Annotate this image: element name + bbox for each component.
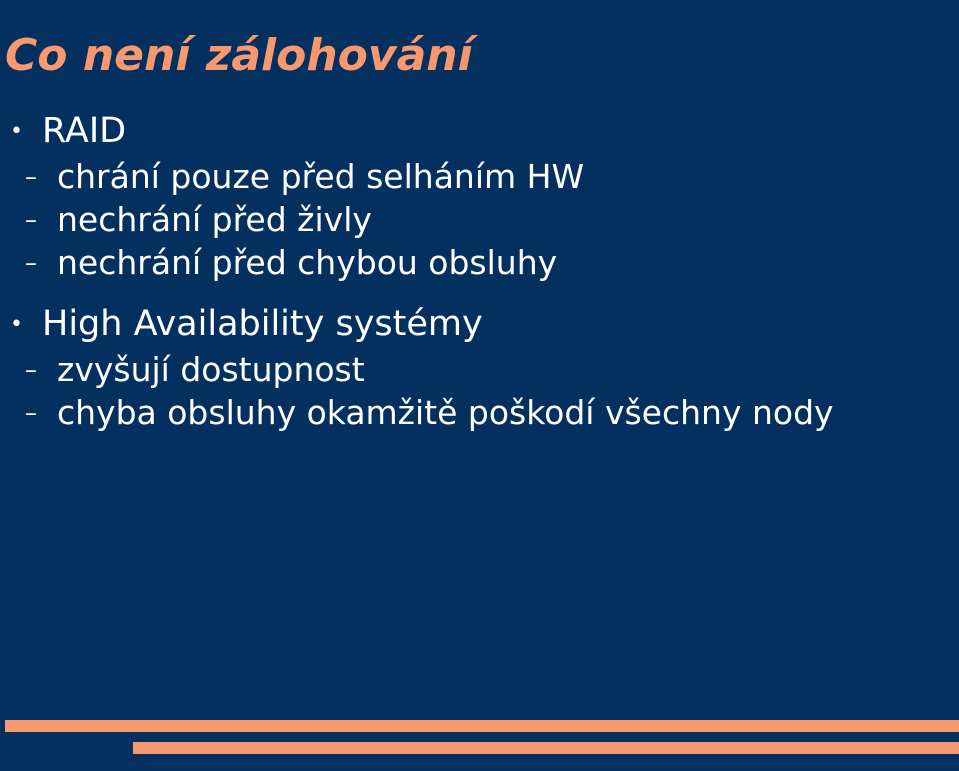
sub-bullet-label: chrání pouze před selháním HW bbox=[57, 157, 585, 196]
dash-icon: – bbox=[25, 399, 37, 427]
slide-title: Co není zálohování bbox=[5, 30, 473, 81]
dash-icon: – bbox=[25, 206, 37, 234]
dash-icon: – bbox=[25, 163, 37, 191]
sub-bullet-label: chyba obsluhy okamžitě poškodí všechny nody bbox=[57, 393, 834, 432]
bullet-item-raid bbox=[10, 111, 127, 151]
sub-bullet-item bbox=[25, 200, 372, 239]
dash-icon: – bbox=[25, 356, 37, 384]
sub-bullet-item bbox=[25, 243, 558, 282]
bullet-item-label: RAID bbox=[42, 111, 127, 151]
sub-bullet-label: nechrání před živly bbox=[57, 200, 372, 239]
sub-bullet-label: zvyšují dostupnost bbox=[57, 350, 365, 389]
sub-bullet-item bbox=[25, 393, 834, 432]
sub-bullet-item bbox=[25, 350, 365, 389]
bullet-icon: • bbox=[10, 119, 23, 144]
dash-icon: – bbox=[25, 249, 37, 277]
sub-bullet-label: nechrání před chybou obsluhy bbox=[57, 243, 558, 282]
footer-stripe-bottom bbox=[133, 742, 959, 754]
bullet-icon: • bbox=[10, 312, 23, 337]
footer-stripe-top bbox=[5, 720, 959, 732]
sub-bullet-item bbox=[25, 157, 585, 196]
bullet-item-high-availability bbox=[10, 304, 483, 344]
bullet-item-label: High Availability systémy bbox=[42, 304, 483, 344]
